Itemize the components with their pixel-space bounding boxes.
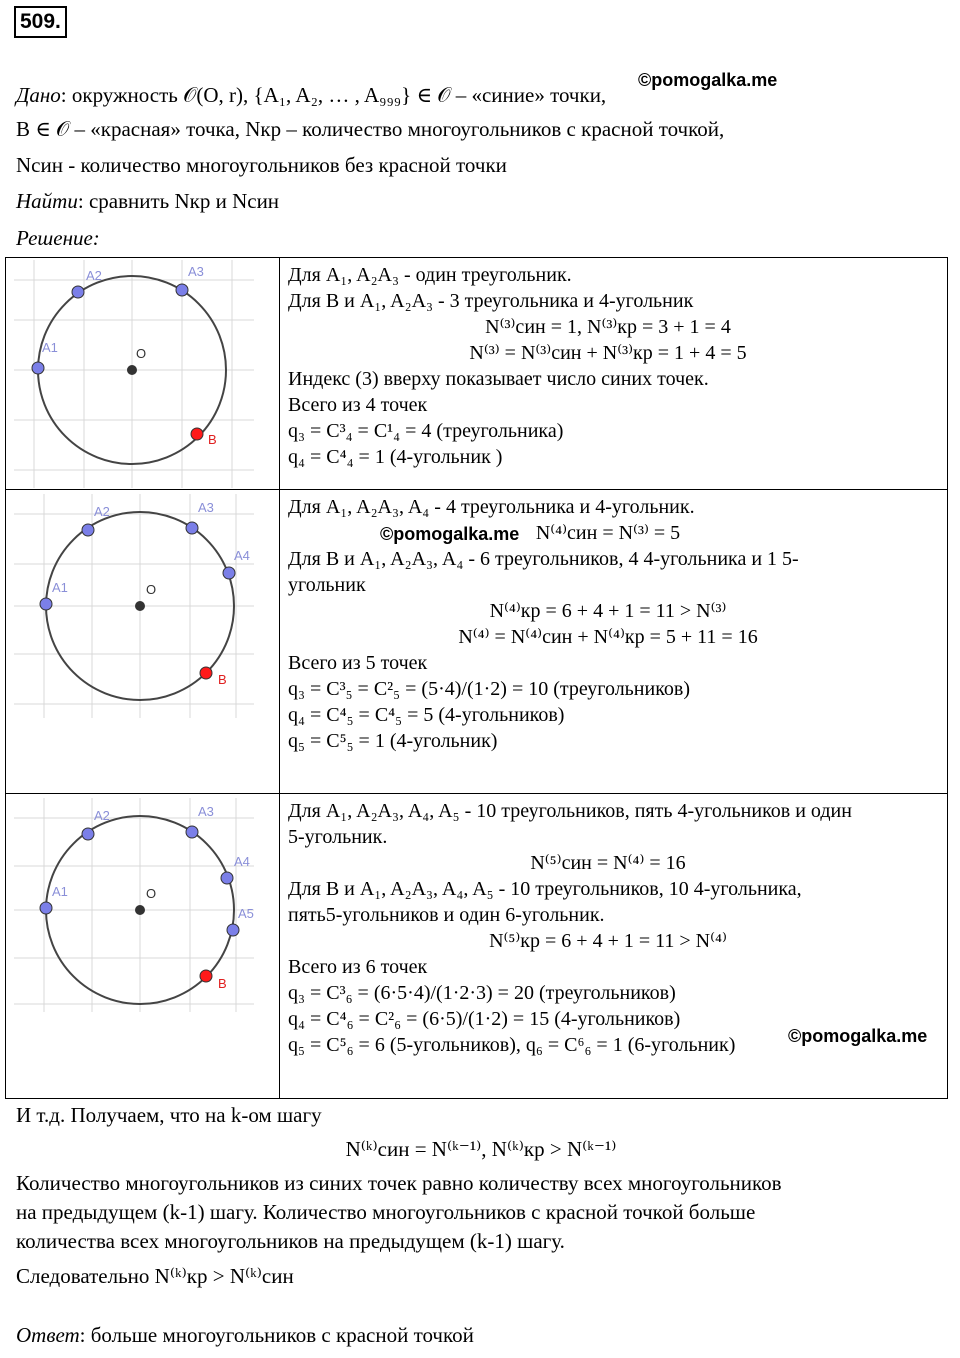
point-label-a3: A3 <box>198 500 214 515</box>
row-3-line: 5-угольник. <box>288 826 388 848</box>
point-label-a1: A1 <box>52 580 68 595</box>
find-text: сравнить Nкр и Nсин <box>88 189 280 213</box>
row-2-line: q₃ = C³₅ = C²₅ = (5·4)/(1·2) = 10 (треугольников) <box>288 678 691 700</box>
point-label-a1: A1 <box>52 884 68 899</box>
row-2-line: N⁽⁴⁾кр = 6 + 4 + 1 = 11 > N⁽³⁾ <box>489 600 727 622</box>
point-label-a2: A2 <box>94 808 110 823</box>
circle-diagram-1 <box>14 260 254 488</box>
row-3-line: N⁽⁵⁾кр = 6 + 4 + 1 = 11 > N⁽⁴⁾ <box>489 930 727 952</box>
row-1-text <box>288 262 928 470</box>
row-3-line: Для A₁, A₂A₃, A₄, A₅ - 10 треугольников, пять 4-угольников и один <box>288 800 852 822</box>
point-label-b: B <box>218 976 227 991</box>
row-1-line: q₄ = C⁴₄ = 1 (4-угольник ) <box>288 446 503 468</box>
given-line-3: Nсин - количество многоугольников без красной точки <box>16 153 507 177</box>
point-label-a5: A5 <box>238 906 254 921</box>
center-label: O <box>146 582 157 597</box>
answer-line <box>16 1322 474 1348</box>
row-2-line: Для A₁, A₂A₃, A₄ - 4 треугольника и 4-угольник. <box>288 496 695 518</box>
find-colon: : <box>77 189 89 213</box>
row-1-line: N⁽³⁾син = 1, N⁽³⁾кр = 3 + 1 = 4 <box>485 316 731 338</box>
row-3-line: N⁽⁵⁾син = N⁽⁴⁾ = 16 <box>530 852 686 874</box>
row-3-text <box>288 798 928 1058</box>
row-2-line: Всего из 5 точек <box>288 652 428 674</box>
circle-diagram-3 <box>14 798 254 1012</box>
row-2-line: N⁽⁴⁾син = N⁽³⁾ = 5 <box>535 522 681 544</box>
row-3-line: Всего из 6 точек <box>288 956 428 978</box>
watermark-middle: ©pomogalka.me <box>380 524 520 544</box>
point-label-a2: A2 <box>94 504 110 519</box>
find-line <box>16 188 279 214</box>
after-formula: N⁽ᵏ⁾син = N⁽ᵏ⁻¹⁾, N⁽ᵏ⁾кр > N⁽ᵏ⁻¹⁾ <box>345 1137 617 1161</box>
row-3-line: q₃ = C³₆ = (6·5·4)/(1·2·3) = 20 (треугольников) <box>288 982 676 1004</box>
table-row-3 <box>6 794 947 1100</box>
point-label-a3: A3 <box>188 264 204 279</box>
after-line-3: на предыдущем (k-1) шагу. Количество многоугольников с красной точкой больше <box>16 1200 756 1224</box>
circle-diagram-2 <box>14 494 254 718</box>
point-label-a3: A3 <box>198 804 214 819</box>
row-2-line: N⁽⁴⁾ = N⁽⁴⁾син + N⁽⁴⁾кр = 5 + 11 = 16 <box>458 626 758 648</box>
row-3-line: Для B и A₁, A₂A₃, A₄, A₅ - 10 треугольников, 10 4-угольника, <box>288 878 802 900</box>
given-label: Дано <box>16 83 61 107</box>
row-1-line: Для B и A₁, A₂A₃ - 3 треугольника и 4-угольник <box>288 290 694 312</box>
center-label: O <box>146 886 157 901</box>
point-label-a2: A2 <box>86 268 102 283</box>
row-1-line: Всего из 4 точек <box>288 394 428 416</box>
watermark-bottom: ©pomogalka.me <box>788 1026 928 1046</box>
point-label-b: B <box>218 672 227 687</box>
point-label-a4: A4 <box>234 854 250 869</box>
row-2-line: Для B и A₁, A₂A₃, A₄ - 6 треугольников, 4 4-угольника и 1 5- <box>288 548 799 570</box>
row-3-line: q₅ = C⁵₆ = 6 (5-угольников), q₆ = C⁶₆ = 1 (6-угольник) <box>288 1034 736 1056</box>
given-text-1: окружность 𝒪(O, r), {A₁, A₂, … , A₉₉₉} ∈ 𝒪 – «синие» точки, <box>71 83 607 107</box>
given-line-2: B ∈ 𝒪 – «красная» точка, Nкр – количество многоугольников с красной точкой, <box>16 117 725 141</box>
row-3-line: q₄ = C⁴₆ = C²₆ = (6·5)/(1·2) = 15 (4-угольников) <box>288 1008 681 1030</box>
point-label-b: B <box>208 432 217 447</box>
row-2-line: угольник <box>288 574 366 596</box>
given-colon: : <box>60 83 72 107</box>
solution-table <box>5 257 948 1099</box>
row-1-line: Индекс (3) вверху показывает число синих точек. <box>288 368 709 390</box>
after-line-2: Количество многоугольников из синих точек равно количеству всех многоугольников <box>16 1171 782 1195</box>
row-1-line: N⁽³⁾ = N⁽³⁾син + N⁽³⁾кр = 1 + 4 = 5 <box>469 342 747 364</box>
after-line-1: И т.д. Получаем, что на k-ом шагу <box>16 1103 322 1127</box>
row-1-line: Для A₁, A₂A₃ - один треугольник. <box>288 264 572 286</box>
after-line-4: количества всех многоугольников на предыдущем (k-1) шагу. <box>16 1229 565 1253</box>
point-label-a1: A1 <box>42 340 58 355</box>
point-label-a4: A4 <box>234 548 250 563</box>
given-line-1 <box>16 82 606 108</box>
watermark-top: ©pomogalka.me <box>638 70 778 90</box>
table-row-1 <box>6 258 947 490</box>
solution-label: Решение: <box>16 226 100 250</box>
after-line-5: Следовательно N⁽ᵏ⁾кр > N⁽ᵏ⁾син <box>16 1264 294 1288</box>
row-2-line: q₄ = C⁴₅ = C⁴₅ = 5 (4-угольников) <box>288 704 565 726</box>
row-1-line: q₃ = C³₄ = C¹₄ = 4 (треугольника) <box>288 420 564 442</box>
answer-text: больше многоугольников с красной точкой <box>90 1323 474 1347</box>
answer-label: Ответ <box>16 1323 80 1347</box>
center-label: O <box>136 346 147 361</box>
answer-colon: : <box>79 1323 91 1347</box>
problem-number: 509. <box>14 6 67 38</box>
row-2-line: q₅ = C⁵₅ = 1 (4-угольник) <box>288 730 498 752</box>
row-3-line: пять5-угольников и один 6-угольник. <box>288 904 605 926</box>
find-label: Найти <box>16 189 78 213</box>
